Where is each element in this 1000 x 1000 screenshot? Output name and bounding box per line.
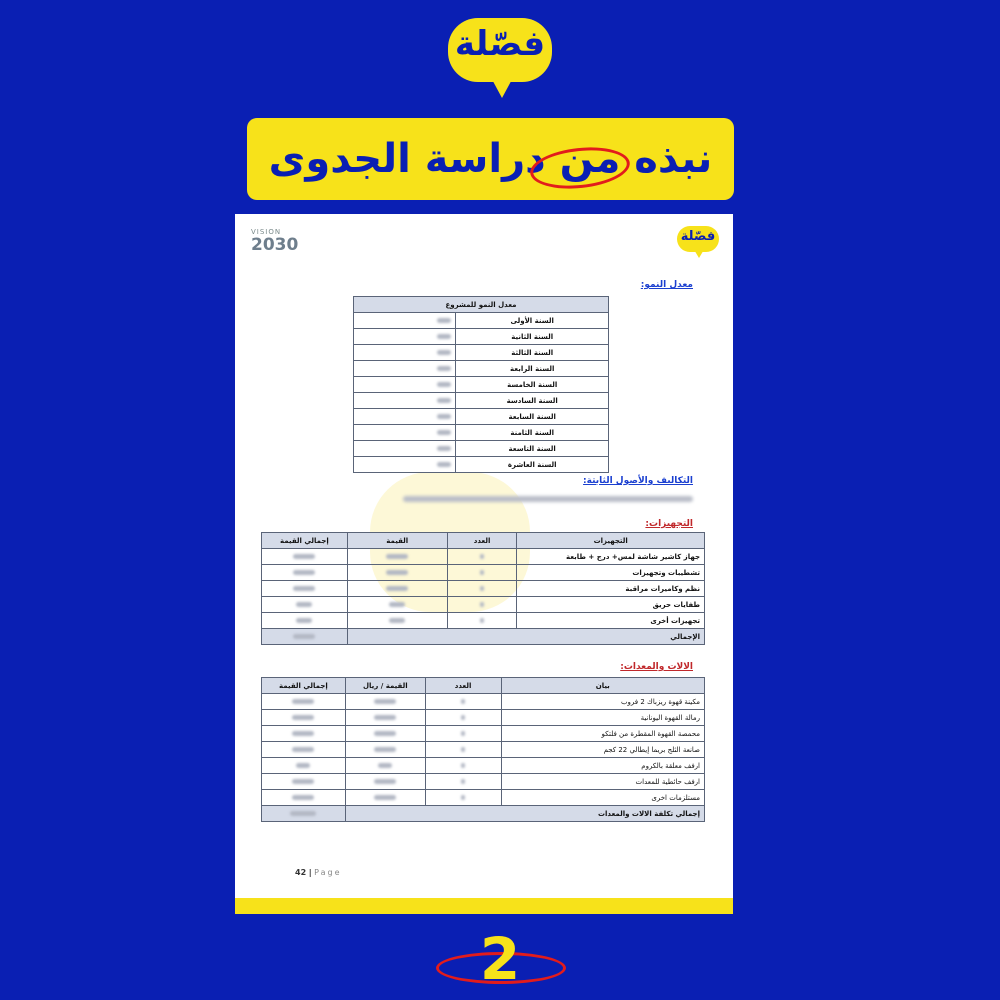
growth-heading: معدل النمو: <box>640 280 693 290</box>
slide-number: 2 <box>479 925 521 993</box>
page-bottom-bar <box>235 898 733 914</box>
page-footer: 42 | Page <box>295 868 342 877</box>
equipment-heading: التجهيزات: <box>645 519 693 529</box>
page-title: نبذه من دراسة الجدوى <box>268 136 713 182</box>
document-logo <box>677 226 719 258</box>
document-page <box>235 214 733 914</box>
table-row: طفايات حريق <box>262 597 705 613</box>
table-total-row: إجمالي تكلفة الالات والمعدات <box>262 806 705 822</box>
table-row: مستلزمات اخرى <box>262 790 705 806</box>
fixed-costs-heading: التكاليف والأصول الثابتة: <box>583 476 693 486</box>
table-row: السنة السابعة <box>354 409 609 425</box>
page-number: 42 <box>295 868 307 877</box>
table-row: السنة التاسعة <box>354 441 609 457</box>
table-row: جهاز كاشير شاشة لمس+ درج + طابعة <box>262 549 705 565</box>
logo-bubble-tail <box>488 72 516 98</box>
machines-table: بيان العدد القيمة / ريال إجمالي القيمة مكينة قهوة ريزباك 2 فروب رمالة القهوة اليونانية محمصة القهوة المقطرة من فلتكو صانعة الثلج بريما إيطالي 22 كجم ارفف معلقة بالكروم ارفف حائطية للمعدات مستلزمات اخرى إجمالي تكلفة الالات والمعدات <box>261 677 705 822</box>
vision-2030-logo: VISION 2030 <box>251 228 299 255</box>
blurred-text <box>403 496 693 502</box>
table-row: السنة الثالثة <box>354 345 609 361</box>
table-row: السنة الثامنة <box>354 425 609 441</box>
table-row: نظم وكاميرات مراقبة <box>262 581 705 597</box>
table-row: رمالة القهوة اليونانية <box>262 710 705 726</box>
document-logo-text: فصّلة <box>680 229 716 244</box>
growth-table <box>353 296 609 473</box>
table-row: مكينة قهوة ريزباك 2 فروب <box>262 694 705 710</box>
table-row: السنة العاشرة <box>354 457 609 473</box>
equipment-table: التجهيزات العدد القيمة إجمالي القيمة جهاز كاشير شاشة لمس+ درج + طابعة تشطيبات وتجهيزات نظم وكاميرات مراقبة طفايات حريق تجهيزات أخرى الإجمالي <box>261 532 705 645</box>
table-row: ارفف حائطية للمعدات <box>262 774 705 790</box>
machines-heading: الالات والمعدات: <box>620 662 693 672</box>
table-row: تجهيزات أخرى <box>262 613 705 629</box>
table-row: السنة الثانية <box>354 329 609 345</box>
title-banner <box>247 118 734 200</box>
table-row: ارفف معلقة بالكروم <box>262 758 705 774</box>
growth-table-header: معدل النمو للمشروع <box>354 297 609 313</box>
table-row: السنة السادسة <box>354 393 609 409</box>
brand-logo <box>448 18 552 96</box>
table-row: السنة الرابعة <box>354 361 609 377</box>
table-row: تشطيبات وتجهيزات <box>262 565 705 581</box>
table-row: السنة الأولى <box>354 313 609 329</box>
table-row: محمصة القهوة المقطرة من فلتكو <box>262 726 705 742</box>
table-row: صانعة الثلج بريما إيطالي 22 كجم <box>262 742 705 758</box>
table-total-row: الإجمالي <box>262 629 705 645</box>
table-row: السنة الخامسة <box>354 377 609 393</box>
logo-text: فصّلة <box>454 24 546 64</box>
